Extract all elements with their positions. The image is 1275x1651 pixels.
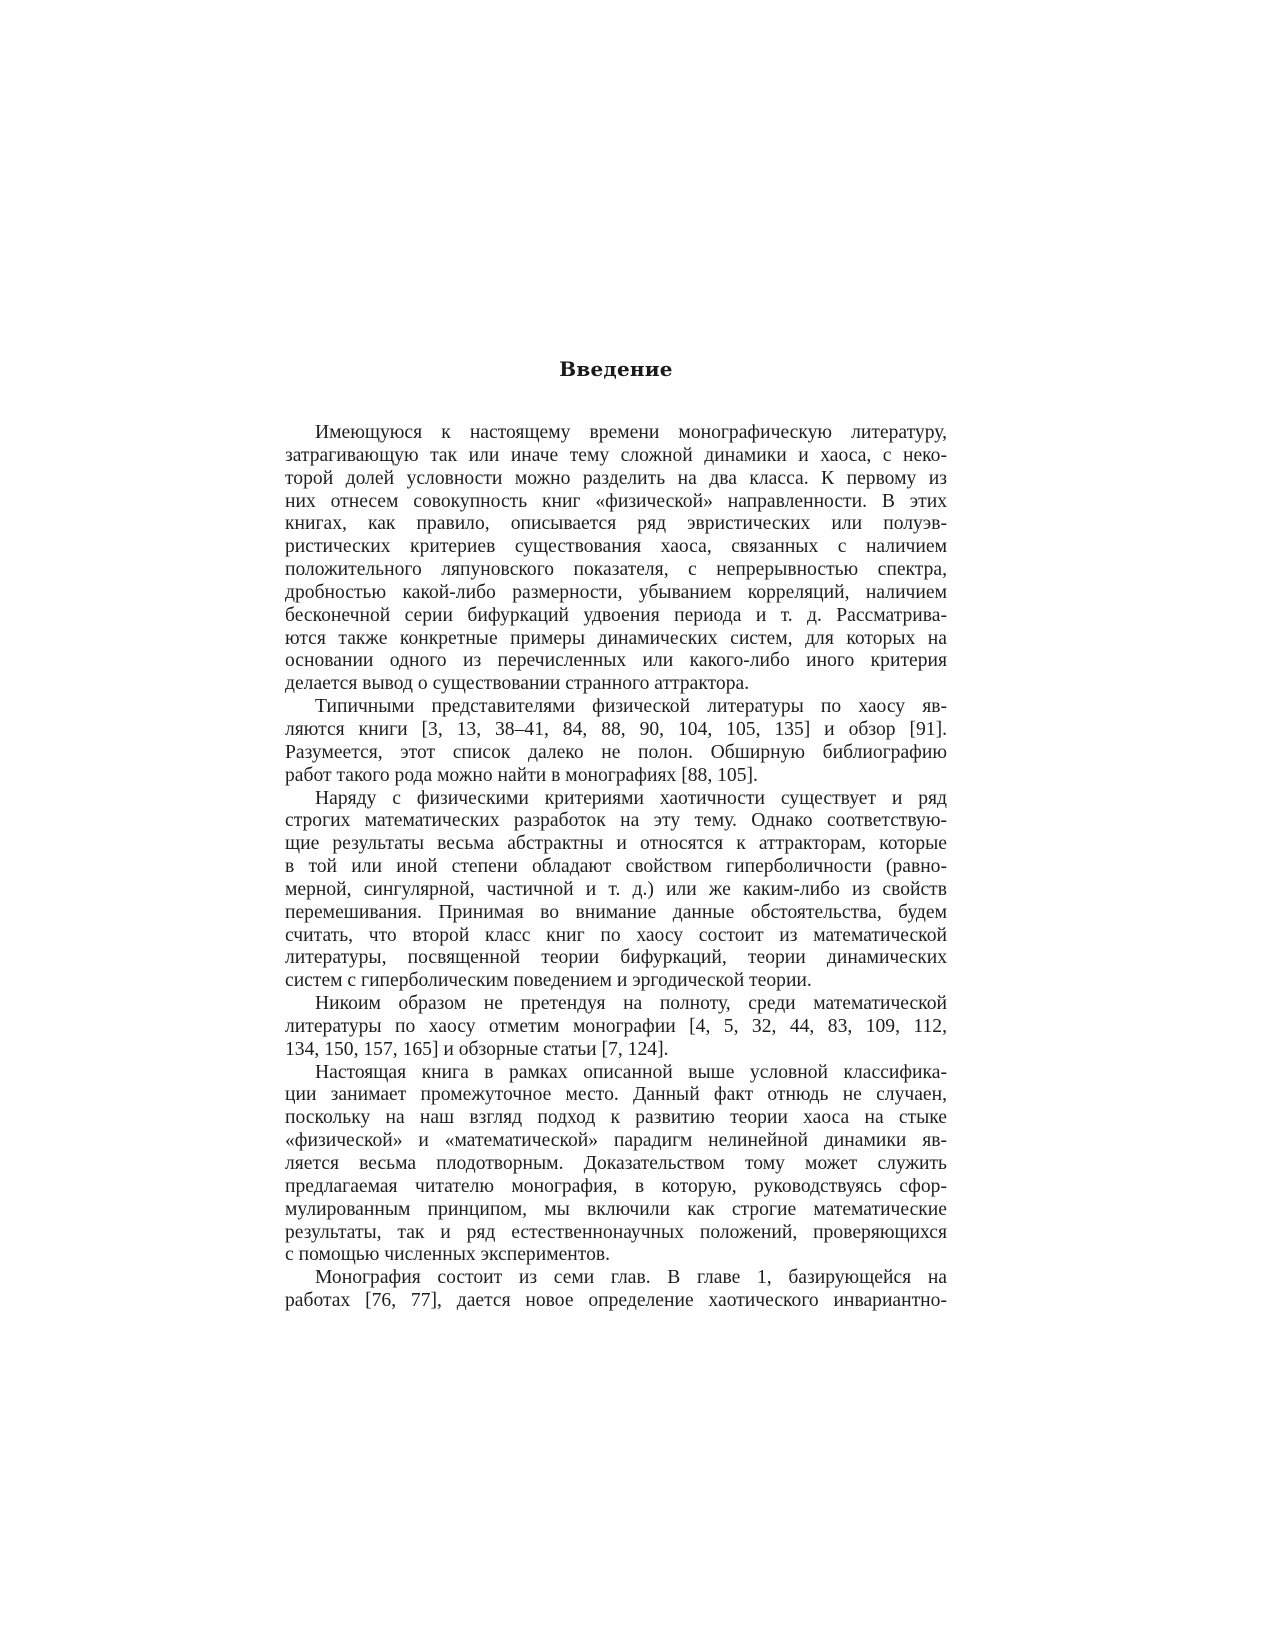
text-line: поскольку на наш взгляд подход к развитию теории хаоса на стыке [285,1107,947,1129]
paragraph [285,993,947,1062]
paragraph [285,696,947,787]
text-line: Никоим образом не претендуя на полноту, среди математической [315,993,947,1015]
text-line: «физической» и «математической» парадигм нелинейной динамики яв- [285,1130,947,1152]
text-line: в той или иной степени обладают свойством гиперболичности (равно- [285,856,947,878]
text-line: них отнесем совокупность книг «физической» направленности. В этих [285,490,947,512]
text-line: систем с гиперболическим поведением и эргодической теории. [285,970,812,992]
text-line: строгих математических разработок на эту тему. Однако соответствую- [285,810,947,832]
text-line: работ такого рода можно найти в монографиях [88, 105]. [285,764,758,786]
text-line: с помощью численных экспериментов. [285,1244,611,1266]
text-line: делается вывод о существовании странного аттрактора. [285,673,750,695]
text-line: перемешивания. Принимая во внимание данные обстоятельства, будем [285,901,947,923]
text-line: Настоящая книга в рамках описанной выше условной классифика- [315,1061,947,1083]
paragraph [285,788,947,994]
text-line: торой долей условности можно разделить на два класса. К первому из [285,467,947,489]
chapter-title: Введение [559,357,673,381]
paragraph [285,1267,947,1313]
paragraph [285,1062,947,1268]
text-line: результаты, так и ряд естественнонаучных положений, проверяющихся [285,1221,947,1243]
text-line: ются также конкретные примеры динамических систем, для которых на [285,627,947,649]
text-line: Разумеется, этот список далеко не полон. Обширную библиографию [285,741,947,763]
text-line: работах [76, 77], дается новое определение хаотического инвариантно- [285,1290,947,1312]
text-line: Имеющуюся к настоящему времени монографическую литературу, [315,422,947,443]
text-line: 134, 150, 157, 165] и обзорные статьи [7, 124]. [285,1038,669,1060]
text-line: затрагивающую так или иначе тему сложной динамики и хаоса, с неко- [285,444,947,466]
text-line: мулированным принципом, мы включили как строгие математические [285,1198,947,1220]
text-line: щие результаты весьма абстрактны и относятся к аттракторам, которые [285,833,947,855]
body-text [285,422,947,1313]
text-line: бесконечной серии бифуркаций удвоения периода и т. д. Рассматрива- [285,604,947,626]
text-line: дробностью какой-либо размерности, убыванием корреляций, наличием [285,581,947,603]
text-line: считать, что второй класс книг по хаосу состоит из математической [285,924,947,946]
text-line: ристических критериев существования хаоса, связанных с наличием [285,536,947,558]
text-line: мерной, сингулярной, частичной и т. д.) или же каким-либо из свойств [285,878,947,900]
paragraph [285,422,947,696]
text-line: книгах, как правило, описывается ряд эвристических или полуэв- [285,513,947,535]
text-line: ляются книги [3, 13, 38–41, 84, 88, 90, 104, 105, 135] и обзор [91]. [285,718,947,740]
text-line: Наряду с физическими критериями хаотичности существует и ряд [315,787,947,809]
text-line: ляется весьма плодотворным. Доказательством тому может служить [285,1153,947,1174]
text-line: основании одного из перечисленных или какого-либо иного критерия [285,650,947,672]
text-line: Типичными представителями физической литературы по хаосу яв- [315,696,947,718]
text-line: Монография состоит из семи глав. В главе 1, базирующейся на [315,1267,947,1289]
text-line: литературы по хаосу отметим монографии [4, 5, 32, 44, 83, 109, 112, [285,1015,947,1037]
text-line: литературы, посвященной теории бифуркаций, теории динамических [285,947,947,969]
text-line: положительного ляпуновского показателя, с непрерывностью спектра, [285,559,947,581]
text-line: ции занимает промежуточное место. Данный факт отнюдь не случаен, [285,1084,947,1106]
text-line: предлагаемая читателю монография, в которую, руководствуясь сфор- [285,1175,947,1197]
